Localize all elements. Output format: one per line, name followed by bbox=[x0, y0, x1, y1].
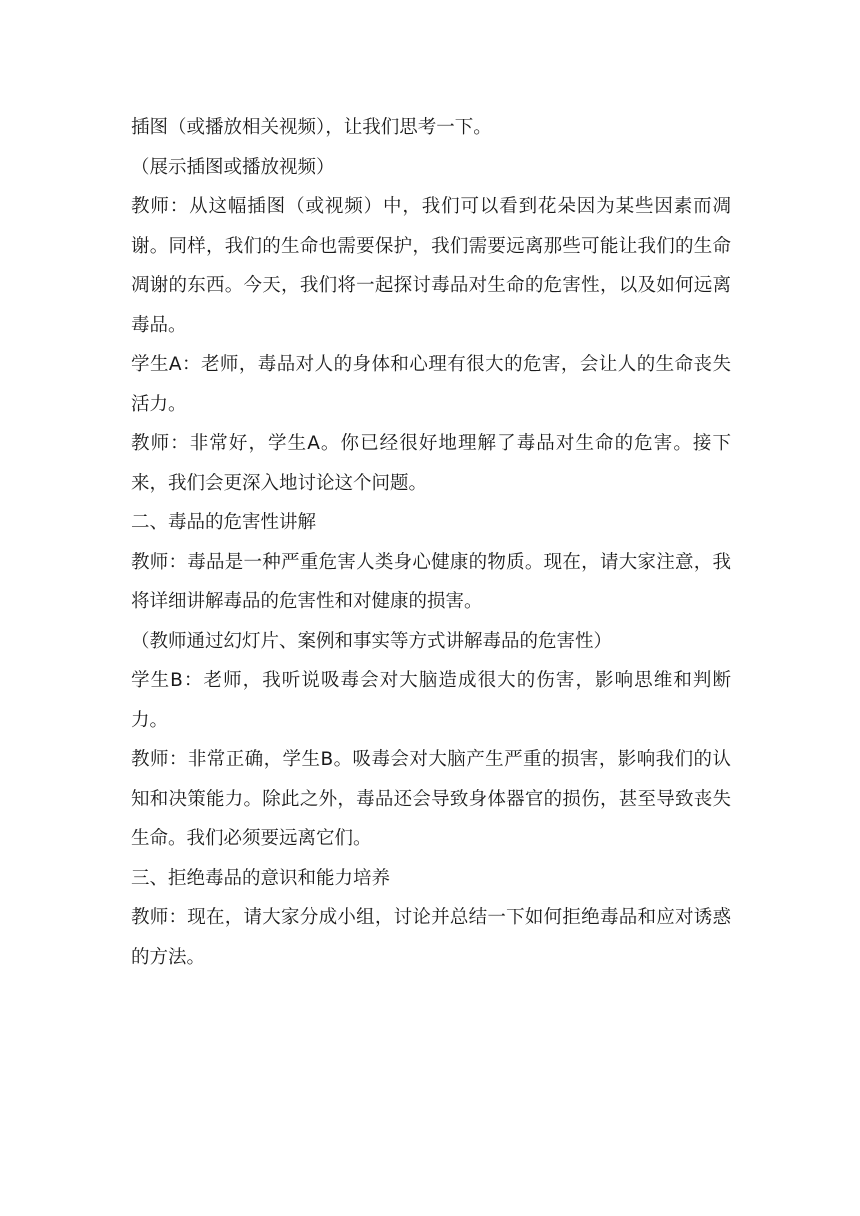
paragraph-student-b: 学生B：老师，我听说吸毒会对大脑造成很大的伤害，影响思维和判断力。 bbox=[131, 670, 731, 731]
paragraph-teacher-5: 教师：现在，请大家分成小组，讨论并总结一下如何拒绝毒品和应对诱惑的方法。 bbox=[131, 907, 731, 968]
section-heading-2: 二、毒品的危害性讲解 bbox=[131, 512, 317, 533]
section-heading-3: 三、拒绝毒品的意识和能力培养 bbox=[131, 867, 391, 889]
paragraph-stage-direction-explain: （教师通过幻灯片、案例和事实等方式讲解毒品的危害性） bbox=[131, 630, 613, 652]
paragraph-teacher-2: 教师：非常好，学生A。你已经很好地理解了毒品对生命的危害。接下来，我们会更深入地讨论这个问题。 bbox=[131, 433, 731, 494]
paragraph-student-a: 学生A：老师，毒品对人的身体和心理有很大的危害，会让人的生命丧失活力。 bbox=[131, 354, 731, 415]
document-body bbox=[131, 108, 731, 977]
paragraph-teacher-3: 教师：毒品是一种严重危害人类身心健康的物质。现在，请大家注意，我将详细讲解毒品的危害性和对健康的损害。 bbox=[131, 551, 731, 612]
paragraph-teacher-4: 教师：非常正确，学生B。吸毒会对大脑产生严重的损害，影响我们的认知和决策能力。除此之外，毒品还会导致身体器官的损伤，甚至导致丧失生命。我们必须要远离它们。 bbox=[131, 749, 731, 849]
paragraph-intro: 插图（或播放相关视频），让我们思考一下。 bbox=[131, 117, 492, 138]
paragraph-teacher-1: 教师：从这幅插图（或视频）中，我们可以看到花朵因为某些因素而凋谢。同样，我们的生命也需要保护，我们需要远离那些可能让我们的生命凋谢的东西。今天，我们将一起探讨毒品对生命的危害性，以及如何远离毒品。 bbox=[131, 196, 731, 336]
paragraph-stage-direction-show: （展示插图或播放视频） bbox=[131, 156, 335, 178]
